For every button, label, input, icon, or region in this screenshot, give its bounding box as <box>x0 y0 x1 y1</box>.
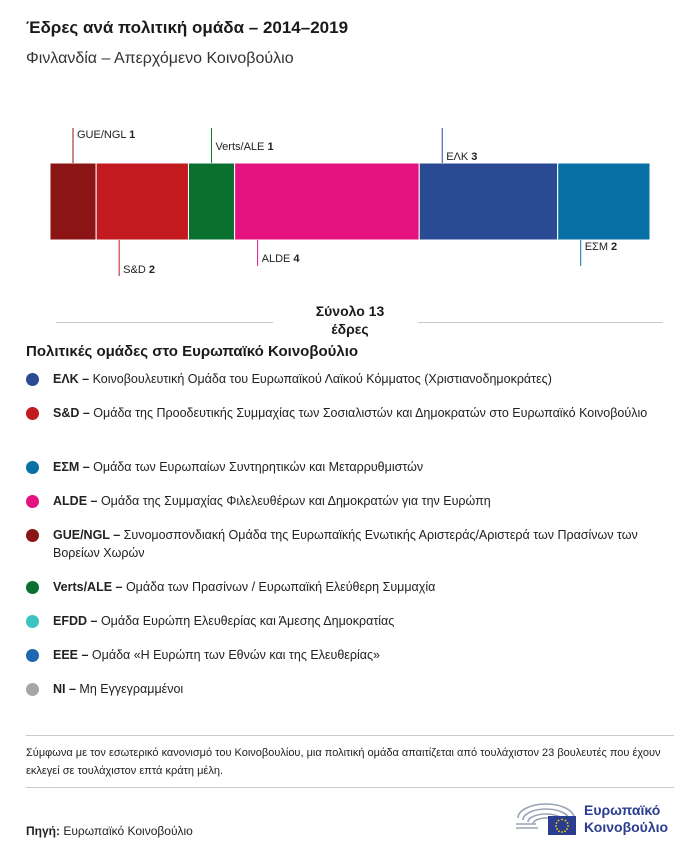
footer-divider-top <box>26 735 674 736</box>
legend-item-text <box>53 404 653 422</box>
stacked-bar-chart <box>0 0 700 300</box>
segment-label-name-alde: ALDE <box>261 253 294 265</box>
segment-label-value-alde: 4 <box>293 253 300 265</box>
segment-label-name-s-d: S&D <box>123 264 149 276</box>
legend-item-text <box>53 680 653 698</box>
legend-item-abbr: EFDD – <box>53 614 101 628</box>
logo-line-1: Ευρωπαϊκό <box>584 802 661 818</box>
total-seats-label: Σύνολο 13 έδρες <box>315 303 385 337</box>
segment-label-name-gue-ngl: GUE/NGL <box>77 129 130 141</box>
segment-label-value-gue-ngl: 1 <box>129 129 136 141</box>
legend-item-description: Ομάδα της Συμμαχίας Φιλελευθέρων και Δημοκρατών για την Ευρώπη <box>100 494 491 508</box>
bar-segment-εσμ <box>558 163 650 240</box>
segment-label-name-verts-ale: Verts/ALE <box>215 141 268 153</box>
source <box>26 824 193 838</box>
legend-dot-icon <box>26 683 39 696</box>
legend-item-abbr: GUE/NGL – <box>53 528 124 542</box>
legend-dot-icon <box>26 373 39 386</box>
segment-label-verts-ale <box>215 141 273 153</box>
logo-text <box>584 802 668 836</box>
legend-dot-icon <box>26 615 39 628</box>
legend-dot-icon <box>26 407 39 420</box>
legend-dot-icon <box>26 529 39 542</box>
legend-title: Πολιτικές ομάδες στο Ευρωπαϊκό Κοινοβούλιο <box>26 343 359 360</box>
segment-label-s-d <box>123 264 155 276</box>
legend-item-abbr: ALDE – <box>53 494 101 508</box>
legend-dot-icon <box>26 649 39 662</box>
source-text: Ευρωπαϊκό Κοινοβούλιο <box>63 824 193 838</box>
legend-item-abbr: ΕΕΕ – <box>53 648 92 662</box>
legend-dot-icon <box>26 461 39 474</box>
legend-item-text <box>53 370 653 388</box>
eu-parliament-logo <box>514 796 684 840</box>
segment-label-value-εσμ: 2 <box>611 241 618 253</box>
eu-parliament-logo-icon <box>514 796 578 836</box>
segment-label-εσμ <box>585 241 617 253</box>
bar-segment-verts-ale <box>188 163 234 240</box>
segment-label-name-εσμ: ΕΣΜ <box>584 241 612 253</box>
footer-note: Σύμφωνα με τον εσωτερικό κανονισμό του Κοινοβουλίου, μια πολιτική ομάδα απαιτίζεται από τουλάχιστον 23 βουλευτές που έχουν εκλεγεί σε τουλάχιστον επτά κράτη μέλη. <box>26 747 661 777</box>
legend-item-text <box>53 458 653 476</box>
legend-item-abbr: ΕΛΚ – <box>53 372 93 386</box>
segment-label-value-s-d: 2 <box>148 264 155 276</box>
total-divider-left <box>56 322 273 323</box>
legend-item-description: Ομάδα των Ευρωπαίων Συντηρητικών και Μεταρρυθμιστών <box>93 460 424 474</box>
segment-label-name-ελκ: ΕΛΚ <box>446 151 472 163</box>
legend-item-description: Συνομοσπονδιακή Ομάδα της Ευρωπαϊκής Ενωτικής Αριστεράς/Αριστερά των Πρασίνων των Βορείων Χωρών <box>53 528 638 560</box>
legend-item-text <box>53 492 653 510</box>
segment-label-alde <box>262 253 301 265</box>
legend-item-abbr: ΕΣΜ – <box>53 460 94 474</box>
chart-subtitle: Φινλανδία – Απερχόμενο Κοινοβούλιο <box>26 50 294 67</box>
legend-dot-icon <box>26 495 39 508</box>
legend-item-text <box>53 646 653 664</box>
legend-item-text <box>53 578 653 596</box>
legend-item-text <box>53 612 653 630</box>
legend-item-description: Ομάδα των Πρασίνων / Ευρωπαϊκή Ελεύθερη Συμμαχία <box>125 580 436 594</box>
legend-item-text <box>53 526 653 562</box>
bar-segment-alde <box>235 163 420 240</box>
legend-item-abbr: NI – <box>53 682 80 696</box>
legend-item-description: Μη Εγγεγραμμένοι <box>79 682 184 696</box>
legend-item-description: Ομάδα Ευρώπη Ελευθερίας και Άμεσης Δημοκρατίας <box>100 614 395 628</box>
segment-label-value-verts-ale: 1 <box>267 141 274 153</box>
bar-segment-ελκ <box>419 163 557 240</box>
chart-title: Έδρες ανά πολιτική ομάδα – 2014–2019 <box>26 18 349 37</box>
legend-item-abbr: Verts/ALE – <box>53 580 126 594</box>
legend-item-abbr: S&D – <box>53 406 94 420</box>
legend-item-description: Ομάδα της Προοδευτικής Συμμαχίας των Σοσιαλιστών και Δημοκρατών στο Ευρωπαϊκό Κοινοβούλιο <box>93 406 648 420</box>
segment-label-ελκ <box>446 151 477 163</box>
logo-line-2: Κοινοβούλιο <box>584 819 669 835</box>
bar-segment-s-d <box>96 163 188 240</box>
segment-label-gue-ngl <box>77 129 135 141</box>
bar-segment-gue-ngl <box>50 163 96 240</box>
total-divider-right <box>418 322 663 323</box>
segment-label-value-ελκ: 3 <box>471 151 478 163</box>
legend-item-description: Ομάδα «Η Ευρώπη των Εθνών και της Ελευθερίας» <box>91 648 380 662</box>
legend-item-description: Κοινοβουλευτική Ομάδα του Ευρωπαϊκού Λαϊκού Κόμματος (Χριστιανοδημοκράτες) <box>92 372 552 386</box>
source-label: Πηγή: <box>26 824 60 838</box>
legend-dot-icon <box>26 581 39 594</box>
footer-divider-bottom <box>26 787 674 788</box>
